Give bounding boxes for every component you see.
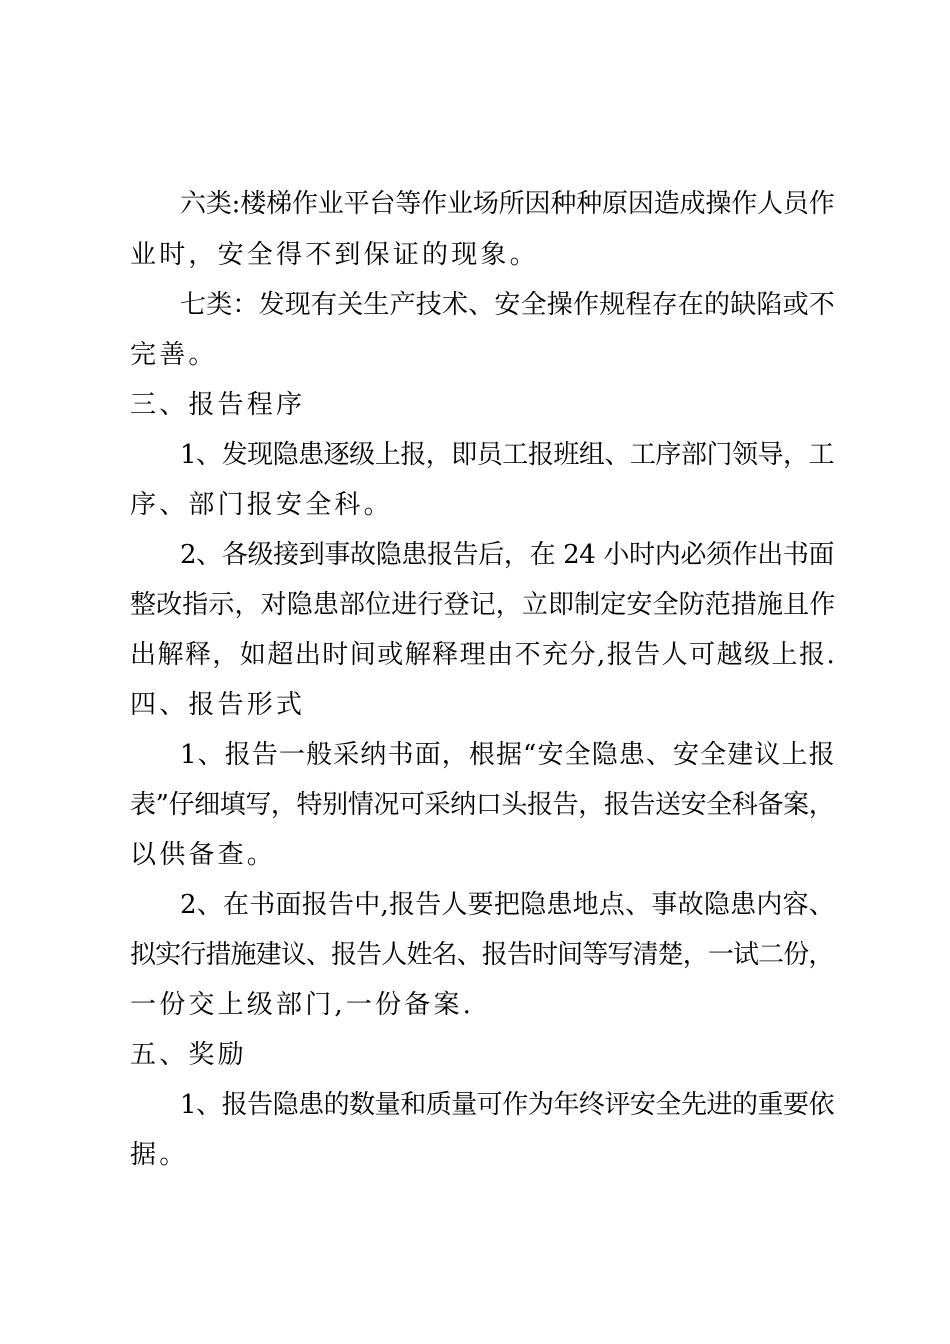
paragraph-line: 一份交上级部门,一份备案. <box>130 990 475 1020</box>
paragraph-line: 拟实行措施建议、报告人姓名、报告时间等写清楚，一试二份， <box>130 940 834 970</box>
section-heading: 四、报告形式 <box>130 690 306 720</box>
section-heading: 三、报告程序 <box>130 390 306 420</box>
paragraph-line: 2、在书面报告中,报告人要把隐患地点、事故隐患内容、 <box>180 890 836 920</box>
paragraph-line: 整改指示，对隐患部位进行登记，立即制定安全防范措施且作 <box>130 590 836 620</box>
paragraph-line: 出解释，如超出时间或解释理由不充分,报告人可越级上报. <box>130 640 837 670</box>
paragraph-line: 七类：发现有关生产技术、安全操作规程存在的缺陷或不 <box>180 290 836 320</box>
section-heading: 五、奖励 <box>130 1040 247 1070</box>
paragraph-line: 据。 <box>130 1140 189 1170</box>
paragraph-line: 以供备查。 <box>130 840 277 870</box>
paragraph-line: 序、部门报安全科。 <box>130 490 393 520</box>
paragraph-line: 业时，安全得不到保证的现象。 <box>130 240 539 270</box>
paragraph-line: 完善。 <box>130 340 218 370</box>
paragraph-line: 表”仔细填写，特别情况可采纳口头报告，报告送安全科备案， <box>130 790 835 820</box>
paragraph-line: 1、发现隐患逐级上报，即员工报班组、工序部门领导，工 <box>180 440 835 470</box>
paragraph-line: 六类:楼梯作业平台等作业场所因种种原因造成操作人员作 <box>180 189 835 219</box>
paragraph-line: 1、报告一般采纳书面，根据“安全隐患、安全建议上报 <box>180 740 836 770</box>
paragraph-line: 1、报告隐患的数量和质量可作为年终评安全先进的重要依 <box>180 1090 835 1120</box>
paragraph-line: 2、各级接到事故隐患报告后，在 24 小时内必须作出书面 <box>180 540 835 570</box>
